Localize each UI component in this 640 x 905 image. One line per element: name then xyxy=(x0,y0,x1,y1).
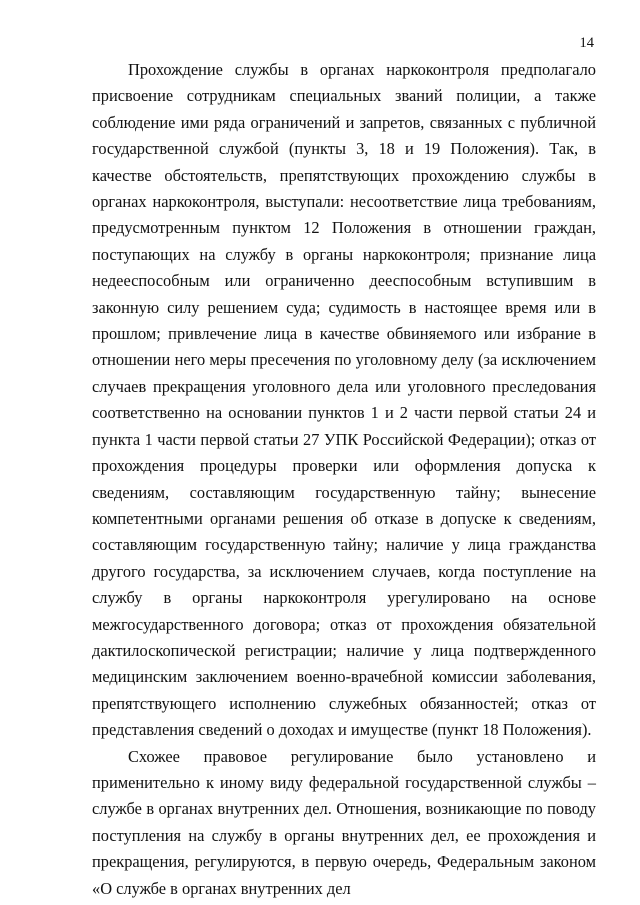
paragraph-internal-affairs: Схожее правовое регулирование было установлено и применительно к иному виду федеральной государственной службы – службе в органах внутренних дел. Отношения, возникающие по поводу поступления на службу в органы внутренних дел, ее прохождения и прекращения, регулируются, в первую очередь, Федеральным законом «О службе в органах внутренних дел xyxy=(92,746,596,898)
page-number: 14 xyxy=(579,35,594,51)
document-body xyxy=(92,57,596,902)
paragraph-service-restrictions: Прохождение службы в органах наркоконтроля предполагало присвоение сотрудникам специальных званий полиции, а также соблюдение ими ряда ограничений и запретов, связанных с публичной государственной службой (пункты 3, 18 и 19 Положения). Так, в качестве обстоятельств, препятствующих прохождению службы в органах наркоконтроля, выступали: несоответствие лица требованиям, предусмотренным пунктом 12 Положения в отношении граждан, поступающих на службу в органы наркоконтроля; признание лица недееспособным или ограниченно дееспособным вступившим в законную силу решением суда; судимость в настоящее время или в прошлом; привлечение лица в качестве обвиняемого или избрание в отношении него меры пресечения по уголовному делу (за исключением случаев прекращения уголовного дела или уголовного преследования соответственно на основании пунктов 1 и 2 части первой статьи 24 и пункта 1 части первой статьи 27 УПК Российской Федерации); отказ от прохождения процедуры проверки или оформления допуска к сведениям, составляющим государственную тайну; вынесение компетентными органами решения об отказе в допуске к сведениям, составляющим государственную тайну; наличие у лица гражданства другого государства, за исключением случаев, когда поступление на службу в органы наркоконтроля урегулировано на основе межгосударственного договора; отказ от прохождения обязательной дактилоскопической регистрации; наличие у лица подтвержденного медицинским заключением военно-врачебной комиссии заболевания, препятствующего исполнению служебных обязанностей; отказ от представления сведений о доходах и имуществе (пункт 18 Положения). xyxy=(92,60,596,740)
